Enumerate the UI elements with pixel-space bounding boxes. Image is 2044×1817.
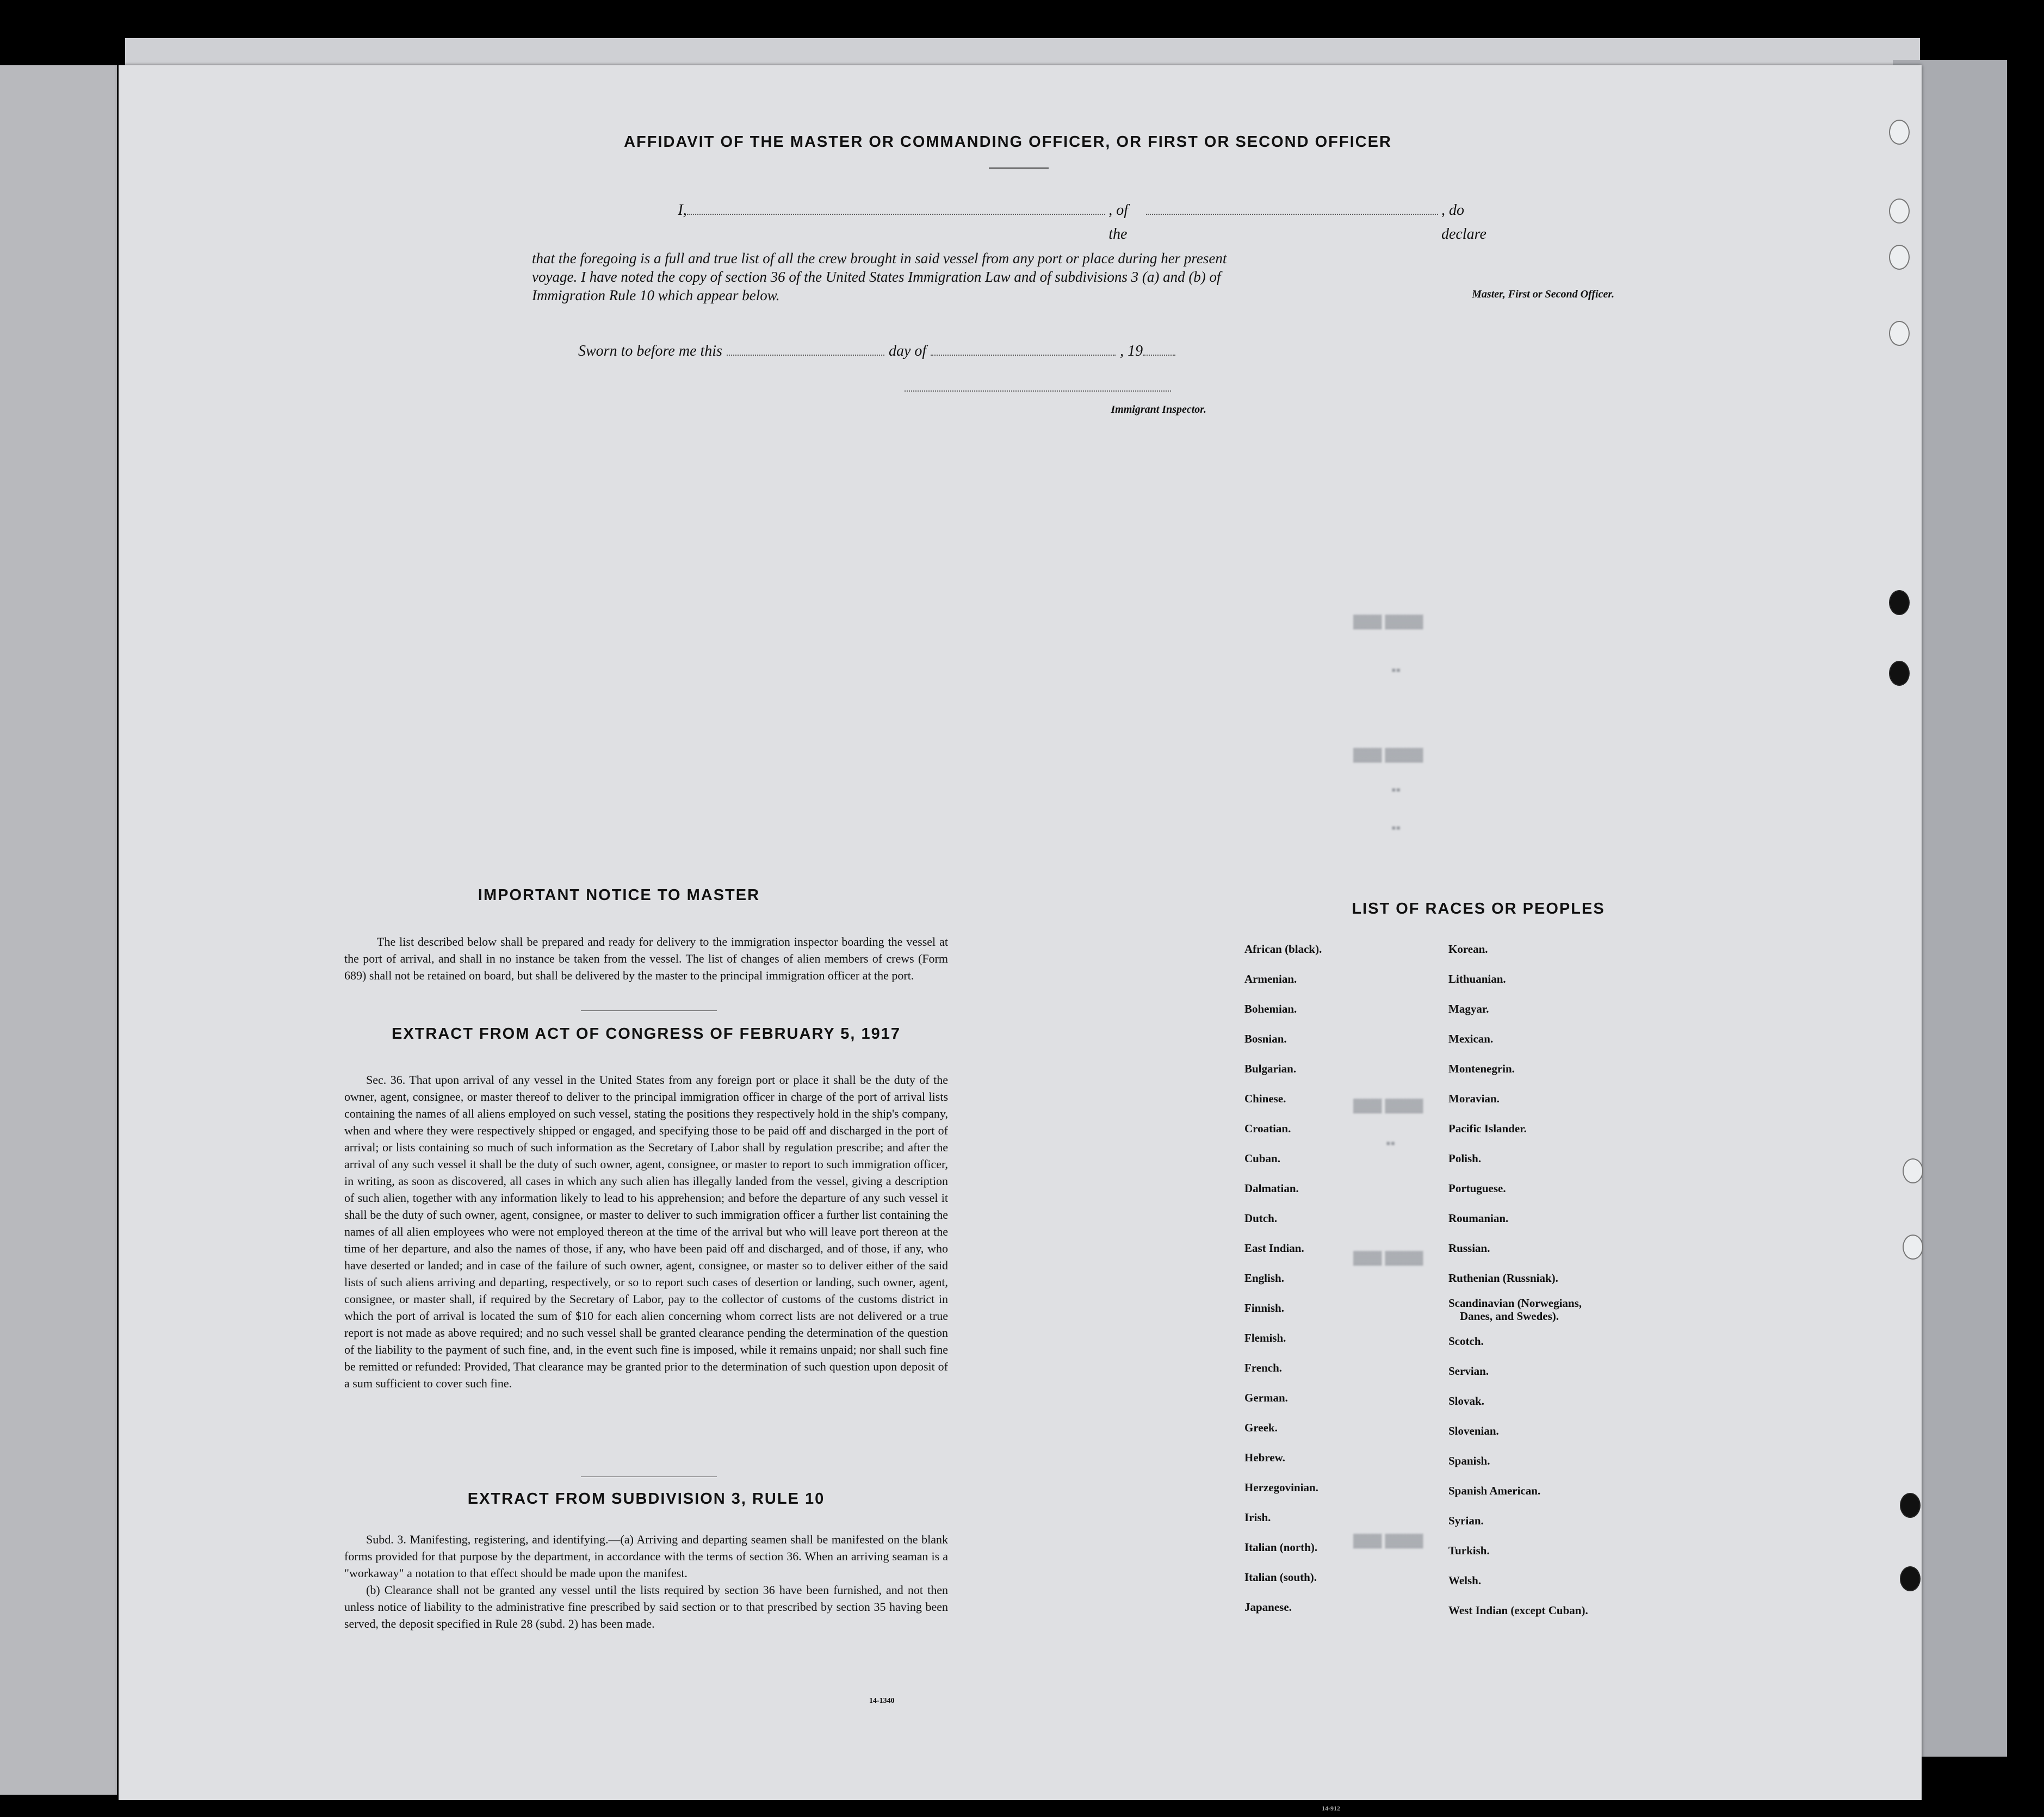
race-item: Bulgarian. <box>1244 1062 1297 1075</box>
race-item: Moravian. <box>1448 1092 1500 1105</box>
notice-paragraph: The list described below shall be prepared and ready for delivery to the immigration inspector boarding the vessel at the port of arrival, and shall in no instance be taken from the vessel. The list of changes of alien members of crews (Form 689) shall not be retained on board, but shall be delivered by the master to the principal immigration officer at the port. <box>344 935 948 982</box>
declaration-line-3: voyage. I have noted the copy of section 36 of the United States Immigration Law and of subdivisions 3 (a) and (b) of <box>532 269 1221 285</box>
master-signature-caption: Master, First or Second Officer. <box>1472 288 1614 300</box>
bleed-through-mark: ▓▓▓ ▓▓▓▓ <box>1353 748 1423 762</box>
races-column-2 <box>1448 934 1699 1626</box>
affidavit-title: AFFIDAVIT OF THE MASTER OR COMMANDING OFFICER, OR FIRST OR SECOND OFFICER <box>624 133 1392 151</box>
race-item: French. <box>1244 1361 1283 1374</box>
race-item: Herzegovinian. <box>1244 1481 1318 1494</box>
race-item: Polish. <box>1448 1152 1482 1165</box>
race-item: Greek. <box>1244 1421 1278 1434</box>
extract-rule-title: EXTRACT FROM SUBDIVISION 3, RULE 10 <box>467 1490 825 1508</box>
subdivision-a-paragraph: Subd. 3. Manifesting, registering, and identifying.—(a) Arriving and departing seamen shall be manifested on the blank forms provided for that purpose by the department, in accordance with the terms of section 36. When an arriving seaman is a "workaway" a notation to that effect should be made upon the manifest. <box>344 1533 948 1580</box>
race-item: Montenegrin. <box>1448 1062 1515 1075</box>
sworn-prefix: Sworn to before me this <box>578 343 722 359</box>
race-item: Roumanian. <box>1448 1212 1509 1225</box>
inspector-signature-line[interactable] <box>905 390 1171 392</box>
races-title: LIST OF RACES OR PEOPLES <box>1352 900 1605 917</box>
race-item: German. <box>1244 1391 1288 1404</box>
race-item: Russian. <box>1448 1242 1490 1255</box>
race-item: Syrian. <box>1448 1514 1484 1527</box>
race-item: Servian. <box>1448 1365 1489 1378</box>
race-item: Finnish. <box>1244 1301 1284 1314</box>
binder-hole <box>1889 120 1910 145</box>
race-item: Mexican. <box>1448 1032 1494 1045</box>
document-page <box>119 65 1922 1800</box>
bleed-through-mark: ▪▪ <box>1386 1137 1396 1151</box>
binder-hole <box>1900 1493 1921 1518</box>
race-item: Slovak. <box>1448 1394 1484 1407</box>
race-item: Scotch. <box>1448 1335 1484 1348</box>
notice-rule <box>581 1010 717 1011</box>
sworn-year-field[interactable] <box>1143 355 1175 356</box>
race-item: Japanese. <box>1244 1601 1292 1614</box>
inspector-caption: Immigrant Inspector. <box>1111 404 1206 416</box>
binder-hole <box>1903 1158 1923 1183</box>
race-item: Chinese. <box>1244 1092 1286 1105</box>
race-item: Bosnian. <box>1244 1032 1287 1045</box>
extract-act-title: EXTRACT FROM ACT OF CONGRESS OF FEBRUARY 5, 1917 <box>391 1025 901 1043</box>
race-item: Bohemian. <box>1244 1002 1297 1015</box>
races-column-1 <box>1244 934 1440 1622</box>
race-item: English. <box>1244 1272 1284 1285</box>
footer-number: 14-912 <box>1322 1804 1340 1812</box>
sworn-line <box>578 343 1175 360</box>
race-item: Pacific Islander. <box>1448 1122 1527 1135</box>
sworn-day-of: day of <box>888 343 927 359</box>
race-item: Scandinavian (Norwegians, Danes, and Swedes). <box>1448 1297 1582 1323</box>
race-item: Dalmatian. <box>1244 1182 1299 1195</box>
binder-hole <box>1889 199 1910 224</box>
race-item: Italian (north). <box>1244 1541 1318 1554</box>
vessel-name-field[interactable] <box>1146 214 1438 215</box>
race-item: Flemish. <box>1244 1331 1286 1344</box>
notice-text <box>344 933 948 984</box>
declarant-i-label: I, <box>678 202 687 219</box>
bleed-through-mark: ▪▪ <box>1391 663 1401 678</box>
bleed-through-mark: ▓▓▓ ▓▓▓▓ <box>1353 1534 1423 1548</box>
bleed-through-mark: ▓▓▓ ▓▓▓▓ <box>1353 615 1423 629</box>
race-item: Cuban. <box>1244 1152 1280 1165</box>
race-item: Ruthenian (Russniak). <box>1448 1272 1558 1285</box>
sworn-month-field[interactable] <box>931 355 1116 356</box>
race-item: West Indian (except Cuban). <box>1448 1604 1588 1617</box>
binder-hole <box>1900 1566 1921 1591</box>
bleed-through-mark: ▓▓▓ ▓▓▓▓ <box>1353 1251 1423 1265</box>
race-item: Portuguese. <box>1448 1182 1506 1195</box>
race-item: Welsh. <box>1448 1574 1482 1587</box>
affidavit-rule <box>989 168 1049 169</box>
race-item: Spanish. <box>1448 1454 1490 1467</box>
race-item: East Indian. <box>1244 1242 1304 1255</box>
binder-hole <box>1889 245 1910 270</box>
extract-rule-text <box>344 1531 948 1632</box>
bleed-through-mark: ▪▪ <box>1391 783 1401 797</box>
bleed-through-mark: ▓▓▓ ▓▓▓▓ <box>1353 1099 1423 1113</box>
section-36-paragraph: Sec. 36. That upon arrival of any vessel in the United States from any foreign port or place it shall be the duty of the owner, agent, consignee, or master thereof to deliver to the principal immigration officer in charge of the port of arrival lists containing the names of all aliens employed on such vessel, stating the positions they respectively hold in the ship's company, when and where they were respectively shipped or engaged, and specifying those to be paid off and discharged in the port of arrival; or lists containing so much of such information as the Secretary of Labor shall by regulation prescribe; and after the arrival of any such vessel it shall be the duty of such owner, agent, consignee, or master to report to such immigration officer, in writing, as soon as discovered, all cases in which any such alien has illegally landed from the vessel, giving a description of such alien, together with any information likely to lead to his apprehension; and before the departure of any such vessel it shall be the duty of such owner, agent, consignee, or master to deliver to such immigration officer a further list containing the names of all alien employees who were not employed thereon at the time of the arrival but who will leave port thereon at the time of her departure, and also the names of those, if any, who have been paid off and discharged, and of those, if any, who have deserted or landed; and in case of the failure of such owner, agent, consignee, or master so to deliver either of the said lists of such aliens arriving and departing, respectively, or so to report such cases of desertion or landing, such owner, agent, consignee, or master shall, if required by the Secretary of Labor, pay to the collector of customs of the customs district in which the port of arrival is located the sum of $10 for each alien concerning whom correct lists are not delivered or a true report is not made as above required; and no such vessel shall be granted clearance pending the determination of the question of the liability to the payment of such fine, and, in the event such fine is imposed, while it remains unpaid; nor shall such fine be remitted or refunded: Provided, That clearance may be granted prior to the determination of such question upon deposit of a sum sufficient to cover such fine. <box>344 1073 948 1390</box>
binder-hole <box>1889 661 1910 686</box>
binder-hole <box>1889 590 1910 615</box>
declaration-line-2: that the foregoing is a full and true list of all the crew brought in said vessel from any port or place during her present <box>532 250 1227 266</box>
binder-hole <box>1903 1235 1923 1260</box>
declaration-line-1 <box>532 199 1506 246</box>
subdivision-b-paragraph: (b) Clearance shall not be granted any vessel until the lists required by section 36 have been furnished, and not then unless notice of liability to the administrative fine prescribed by said section or to that prescribed by section 35 having been served, the deposit specified in Rule 28 (subd. 2) has been made. <box>344 1583 948 1630</box>
race-item: African (black). <box>1244 942 1322 956</box>
declaration-line-4: Immigration Rule 10 which appear below. <box>532 287 780 303</box>
do-declare-label: , do declare <box>1441 202 1486 243</box>
race-item: Spanish American. <box>1448 1484 1541 1497</box>
race-item: Lithuanian. <box>1448 972 1506 985</box>
race-item: Croatian. <box>1244 1122 1291 1135</box>
binder-hole <box>1889 321 1910 346</box>
declarant-name-field[interactable] <box>687 214 1105 215</box>
notice-title: IMPORTANT NOTICE TO MASTER <box>478 886 760 904</box>
race-item: Magyar. <box>1448 1002 1489 1015</box>
bleed-through-mark: ▪▪ <box>1391 821 1401 835</box>
race-item: Turkish. <box>1448 1544 1490 1557</box>
race-item: Slovenian. <box>1448 1424 1499 1437</box>
race-item: Hebrew. <box>1244 1451 1285 1464</box>
race-item: Korean. <box>1448 942 1488 956</box>
race-item: Armenian. <box>1244 972 1297 985</box>
race-item: Irish. <box>1244 1511 1271 1524</box>
race-item: Dutch. <box>1244 1212 1278 1225</box>
extract-act-text <box>344 1071 948 1392</box>
race-item: Italian (south). <box>1244 1571 1317 1584</box>
sworn-year: , 19 <box>1120 343 1143 359</box>
form-number: 14-1340 <box>869 1697 895 1705</box>
sworn-day-field[interactable] <box>727 355 884 356</box>
of-the-label: , of the <box>1108 202 1128 243</box>
left-underlying-strip <box>0 65 117 1795</box>
